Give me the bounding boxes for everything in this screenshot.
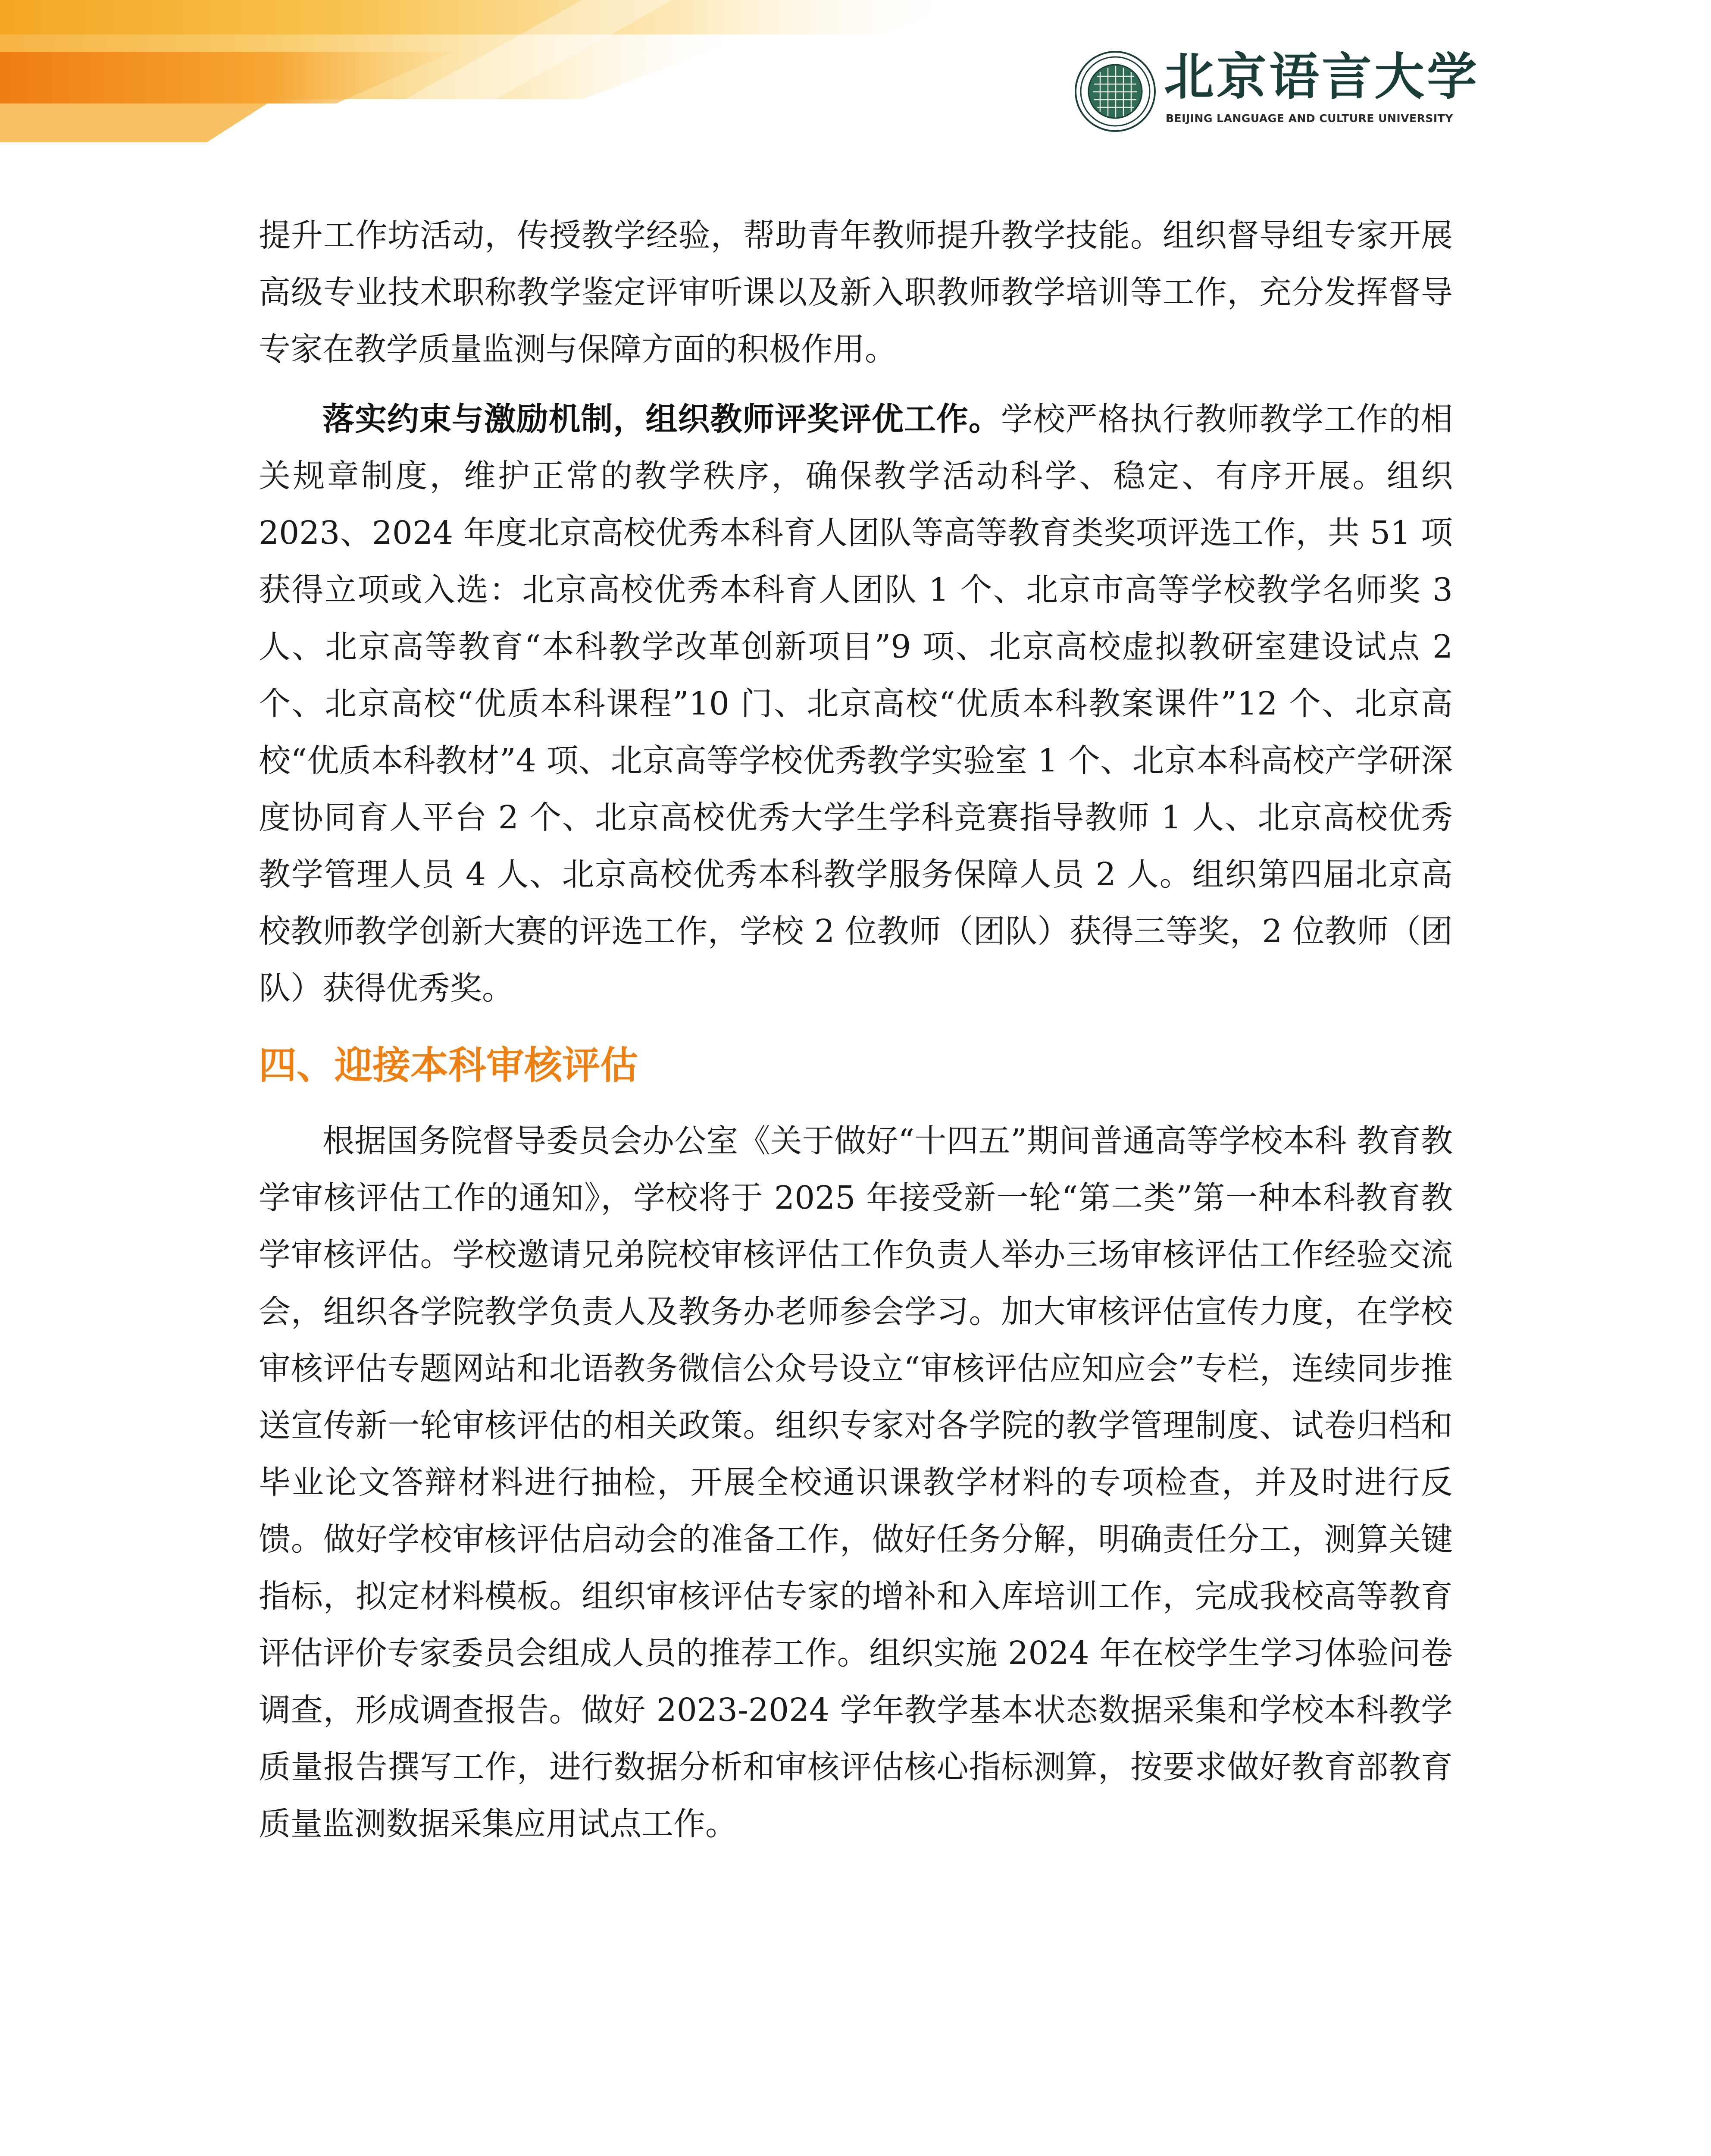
university-logo <box>1069 45 1480 136</box>
logo-chinese-name: 北京语言大学 <box>1164 47 1480 106</box>
university-seal-icon <box>1074 50 1156 132</box>
paragraph-awards <box>259 391 1453 1017</box>
paragraph-awards-text: 学校严格执行教师教学工作的相关规章制度，维护正常的教学秩序，确保教学活动科学、稳定、有序开展。组织 2023、2024 年度北京高校优秀本科育人团队等高等教育类奖项评选工作，共 51 项获得立项或入选：北京高校优秀本科育人团队 1 个、北京市高等学校教学名师奖 3 人、北京高等教育“本科教学改革创新项目”9 项、北京高校虚拟教研室建设试点 2 个、北京高校“优质本科课程”10 门、北京高校“优质本科教案课件”12 个、北京高校“优质本科教材”4 项、北京高等学校优秀教学实验室 1 个、北京本科高校产学研深度协同育人平台 2 个、北京高校优秀大学生学科竞赛指导教师 1 人、北京高校优秀教学管理人员 4 人、北京高校优秀本科教学服务保障人员 2 人。组织第四届北京高校教师教学创新大赛的评选工作，学校 2 位教师（团队）获得三等奖，2 位教师（团队）获得优秀奖。 <box>259 401 1453 1007</box>
main-content <box>259 207 1453 1852</box>
paragraph-audit-evaluation: 根据国务院督导委员会办公室《关于做好“十四五”期间普通高等学校本科 教育教学审核评估工作的通知》，学校将于 2025 年接受新一轮“第二类”第一种本科教育教学审核评估。学校邀请兄弟院校审核评估工作负责人举办三场审核评估工作经验交流会，组织各学院教学负责人及教务办老师参会学习。加大审核评估宣传力度，在学校审核评估专题网站和北语教务微信公众号设立“审核评估应知应会”专栏，连续同步推送宣传新一轮审核评估的相关政策。组织专家对各学院的教学管理制度、试卷归档和毕业论文答辩材料进行抽检，开展全校通识课教学材料的专项检查，并及时进行反馈。做好学校审核评估启动会的准备工作，做好任务分解，明确责任分工，测算关键指标，拟定材料模板。组织审核评估专家的增补和入库培训工作，完成我校高等教育评估评价专家委员会组成人员的推荐工作。组织实施 2024 年在校学生学习体验问卷调查，形成调查报告。做好 2023-2024 学年教学基本状态数据采集和学校本科教学质量报告撰写工作，进行数据分析和审核评估核心指标测算，按要求做好教育部教育质量监测数据采集应用试点工作。 <box>259 1122 1453 1843</box>
paragraph-teaching-supervision: 提升工作坊活动，传授教学经验，帮助青年教师提升教学技能。组织督导组专家开展高级专业技术职称教学鉴定评审听课以及新入职教师教学培训等工作，充分发挥督导专家在教学质量监测与保障方面的积极作用。 <box>259 217 1453 368</box>
logo-english-name: BEIJING LANGUAGE AND CULTURE UNIVERSITY <box>1166 112 1453 125</box>
section-heading: 四、迎接本科审核评估 <box>259 1043 638 1087</box>
paragraph-lead-bold: 落实约束与激励机制，组织教师评奖评优工作。 <box>322 401 1001 438</box>
